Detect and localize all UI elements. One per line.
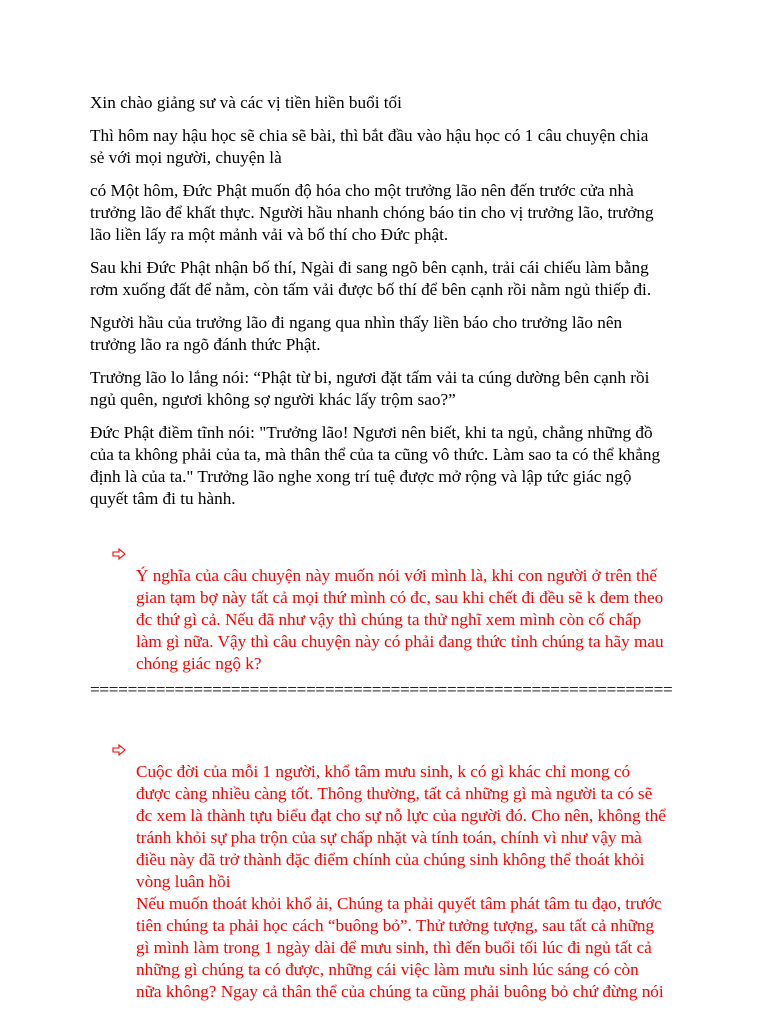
- story-paragraph-1: có Một hôm, Đức Phật muốn độ hóa cho một trưởng lão nên đến trước cửa nhà trưởng lão để khất thực. Người hầu nhanh chóng báo tin cho vị trưởng lão, trưởng lão liền lấy ra một mảnh vải và bố thí cho Đức phật.: [90, 181, 654, 244]
- bullet-text-life: Cuộc đời của mỗi 1 người, khổ tâm mưu sinh, k có gì khác chỉ mong có được càng nhiều càng tốt. Thông thường, tất cả những gì mà người ta có sẽ đc xem là thành tựu biểu đạt cho sự nỗ lực của người đó. Cho nên, không thể tránh khỏi sự pha trộn của sự chấp nhặt và tính toán, chính vì như vậy mà điều này đã trở thành đặc điểm chính của chúng sinh không thể thoát khỏi vòng luân hồi Nếu muốn thoát khỏi khổ ải, Chúng ta phải quyết tâm phát tâm tu đạo, trước tiên chúng ta phải học cách “buông bỏ”. Thử tưởng tượng, sau tất cả những gì mình làm trong 1 ngày dài để mưu sinh, thì đến buổi tối lúc đi ngủ tất cả những gì chúng ta có được, những cái việc làm mưu sinh lúc sáng có còn nữa không? Ngay cả thân thể của chúng ta cũng phải buông bỏ chứ đừng nói: [136, 762, 666, 1001]
- document-page: [90, 92, 690, 1007]
- separator-line: ==============================================================: [90, 680, 673, 699]
- story-paragraph-2: Sau khi Đức Phật nhận bố thí, Ngài đi sang ngõ bên cạnh, trải cái chiếu làm bằng rơm xuống đất để nằm, còn tấm vải được bố thí để bên cạnh rồi nằm ngủ thiếp đi.: [90, 258, 652, 299]
- story-paragraph-3: Người hầu của trưởng lão đi ngang qua nhìn thấy liền báo cho trưởng lão nên trưởng lão ra ngõ đánh thức Phật.: [90, 313, 623, 354]
- story-paragraph-4: Trưởng lão lo lắng nói: “Phật từ bi, ngươi đặt tấm vải ta cúng dường bên cạnh rồi ngủ quên, ngươi không sợ người khác lấy trộm sao?”: [90, 368, 650, 409]
- hollow-right-arrow-icon: [112, 717, 130, 739]
- story-paragraph-5: Đức Phật điềm tĩnh nói: "Trưởng lão! Ngươi nên biết, khi ta ngủ, chẳng những đồ của ta không phải của ta, mà thân thể của ta cũng vô thức. Làm sao ta có thể khẳng định là của ta." Trưởng lão nghe xong trí tuệ được mở rộng và lập tức giác ngộ quyết tâm đi tu hành.: [90, 423, 661, 508]
- bullet-text-meaning: Ý nghĩa của câu chuyện này muốn nói với mình là, khi con người ở trên thế gian tạm bợ này tất cả mọi thứ mình có đc, sau khi chết đi đều sẽ k đem theo đc thứ gì cả. Nếu đã như vậy thì chúng ta thử nghĩ xem mình còn cố chấp làm gì nữa. Vậy thì câu chuyện này có phải đang thức tỉnh chúng ta hãy mau chóng giác ngộ k?: [136, 566, 664, 673]
- hollow-right-arrow-icon: [112, 521, 130, 543]
- intro-paragraph: Thì hôm nay hậu học sẽ chia sẽ bài, thì bắt đầu vào hậu học có 1 câu chuyện chia sẻ với mọi người, chuyện là: [90, 126, 649, 167]
- greeting-paragraph: Xin chào giảng sư và các vị tiền hiền buổi tối: [90, 93, 402, 112]
- bullet-item-life: [90, 717, 690, 1003]
- bullet-item-meaning: [90, 521, 690, 675]
